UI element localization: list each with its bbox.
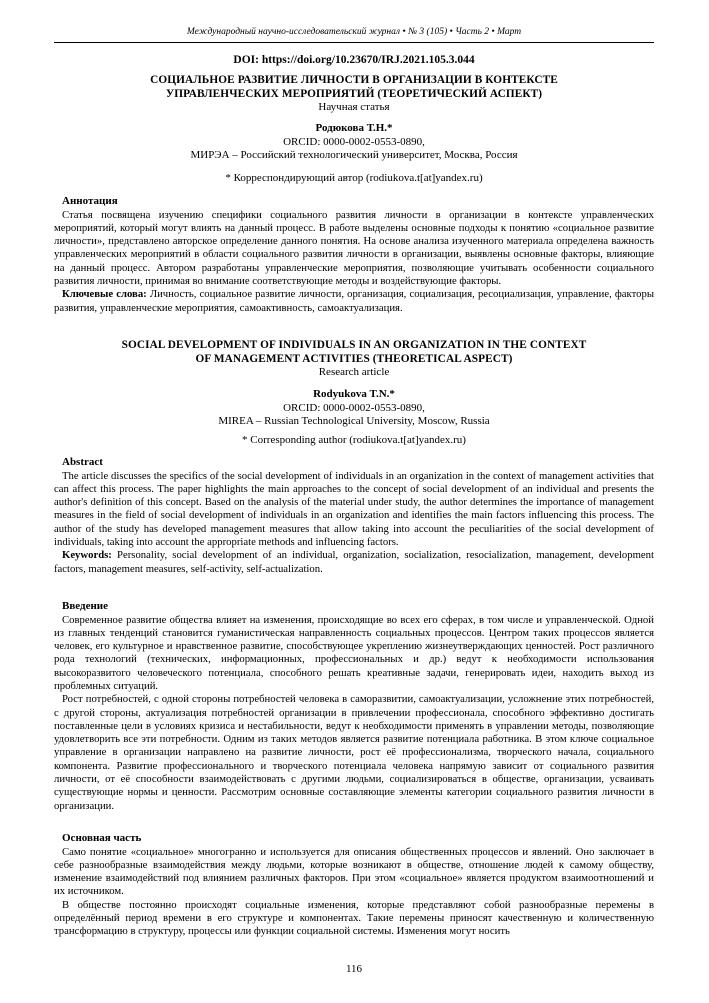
en-abstract-section [54, 456, 654, 576]
main-heading: Основная часть [62, 832, 142, 844]
intro-paragraph-2: Рост потребностей, с одной стороны потребностей человека в саморазвитии, самоактуализации, усложнение этих потребностей, с другой стороны, актуализация потребностей организации в привлечении профессионала, способного эффективно достигать поставленные цели в условиях кризиса и нестабильности, ведут к необходимости применять в управлении методы, позволяющие удовлетворить все эти потребности. Одним из таких методов является развитие потенциала работника. В этом ключе социальное управление в организации направлено на развитие личности, рост её профессионализма, творческого начала, социального компонента. Развитие профессионального и творческого потенциала человека напрямую зависит от социального развития личности, от её способности взаимодействовать с другими людьми, социализироваться в обществе, организации, усваивать существующие нормы и ценности. Рассмотрим основные составляющие элементы категории социального развития личности в организации. [54, 693, 654, 812]
en-affiliation: MIREA – Russian Technological University, Moscow, Russia [218, 415, 490, 427]
doi-line: DOI: https://doi.org/10.23670/IRJ.2021.105.3.044 [233, 54, 475, 66]
en-orcid: ORCID: 0000-0002-0553-0890, [283, 401, 425, 414]
intro-heading: Введение [62, 600, 109, 612]
main-section [54, 832, 654, 939]
ru-keywords [54, 288, 654, 315]
en-article-type: Research article [318, 366, 390, 378]
ru-orcid: ORCID: 0000-0002-0553-0890, [283, 135, 425, 148]
en-author-block [54, 388, 654, 429]
ru-keywords-text: Личность, социальное развитие личности, организация, социализация, ресоциализация, управление, факторы развития, управленческие мероприятия, самоактивность, самоактуализация. [54, 288, 654, 314]
en-keywords-text: Personality, social development of an individual, organization, socialization, resocialization, management, development factors, management measures, self-activity, self-actualization. [54, 549, 654, 575]
page-number: 116 [345, 963, 363, 975]
ru-title-block [54, 74, 654, 115]
ru-keywords-label: Ключевые слова: [62, 288, 147, 301]
en-abstract-heading: Abstract [62, 456, 103, 468]
ru-abstract-text: Статья посвящена изучению специфики социального развития личности в организации в контексте управленческих мероприятий, который могут влиять на данный процесс. В работе выделены основные подходы к понятию «социальное развитие личности», представлено авторское определение данного понятия. На основе анализа изученного материала определена важность управленческих мероприятий в области социального развития личности в организации, выявлены основные факторы, влияющие на данный процесс. Автором разработаны управленческие мероприятия, позволяющие учитывать особенности социального развития личности, принимая во внимание соответствующие методы и воздействующие факторы. [54, 208, 654, 287]
en-keywords [54, 549, 654, 576]
en-keywords-label: Keywords: [62, 549, 112, 562]
running-head: Международный научно-исследовательский журнал • № 3 (105) • Часть 2 • Март [186, 27, 522, 37]
en-title-line1: SOCIAL DEVELOPMENT OF INDIVIDUALS IN AN ORGANIZATION IN THE CONTEXT [121, 339, 587, 351]
en-abstract-text: The article discusses the specifics of the social development of individuals in an organization in the context of management activities that can affect this process. The paper highlights the main approaches to the concept of social development of an individual and presents the author's definition of this concept. Based on the analysis of the material under study, the author determines the importance of management measures in the field of social development of individuals in an organization and identifies the main factors influencing this process. The author of the study has developed management measures that allow taking into account the peculiarities of the social development of individuals, taking into account the appropriate methods and influencing factors. [54, 469, 654, 548]
ru-author-block [54, 122, 654, 163]
en-title-line2: OF MANAGEMENT ACTIVITIES (THEORETICAL ASPECT) [195, 352, 513, 365]
ru-abstract-heading: Аннотация [62, 195, 118, 207]
ru-corresponding: * Корреспондирующий автор (rodiukova.t[at]yandex.ru) [225, 172, 483, 184]
ru-article-type: Научная статья [318, 101, 390, 113]
ru-title-line1: СОЦИАЛЬНОЕ РАЗВИТИЕ ЛИЧНОСТИ В ОРГАНИЗАЦИИ В КОНТЕКСТЕ [150, 74, 558, 86]
en-corresponding: * Corresponding author (rodiukova.t[at]yandex.ru) [242, 434, 466, 446]
main-paragraph-2: В обществе постоянно происходят социальные изменения, которые представляют собой разнообразные перемены в определённый период времени в его структуре и компонентах. Такие перемены приносят качественную и количественную трансформацию в структуру, процессы или функции социальной системы. Изменения могут носить [54, 898, 654, 938]
en-author: Rodyukova T.N.* [313, 388, 395, 400]
main-paragraph-1: Само понятие «социальное» многогранно и используется для описания общественных процессов и явлений. Оно заключает в себе разнообразные взаимодействия между людьми, которые возникают в обществе, отношение людей к самому обществу, изменение взаимодействий под влиянием различных факторов. При этом «социальное» является продуктом взаимоотношений и их источником. [54, 845, 654, 898]
en-title-block [54, 339, 654, 380]
ru-abstract-section [54, 195, 654, 315]
intro-section [54, 600, 654, 813]
ru-author: Родюкова Т.Н.* [315, 122, 393, 134]
ru-affiliation: МИРЭА – Российский технологический университет, Москва, Россия [190, 149, 518, 161]
intro-paragraph-1: Современное развитие общества влияет на изменения, происходящие во всех его сферах, в том числе и управленческой. Одной из главных тенденций становится гуманистическая направленность социальных процессов. Центром таких процессов является человек, его культурное и нравственное развитие, способствующее укреплению жизнеутверждающих ценностей. Рост различного рода технологий (технических, информационных, профессиональных и др.) ведут к необходимости использования высокоразвитого человеческого потенциала, способного решать креативные задачи, генерировать идеи, находить выход из проблемных ситуаций. [54, 613, 654, 692]
ru-title-line2: УПРАВЛЕНЧЕСКИХ МЕРОПРИЯТИЙ (ТЕОРЕТИЧЕСКИЙ АСПЕКТ) [165, 87, 543, 100]
header-rule [54, 42, 654, 43]
